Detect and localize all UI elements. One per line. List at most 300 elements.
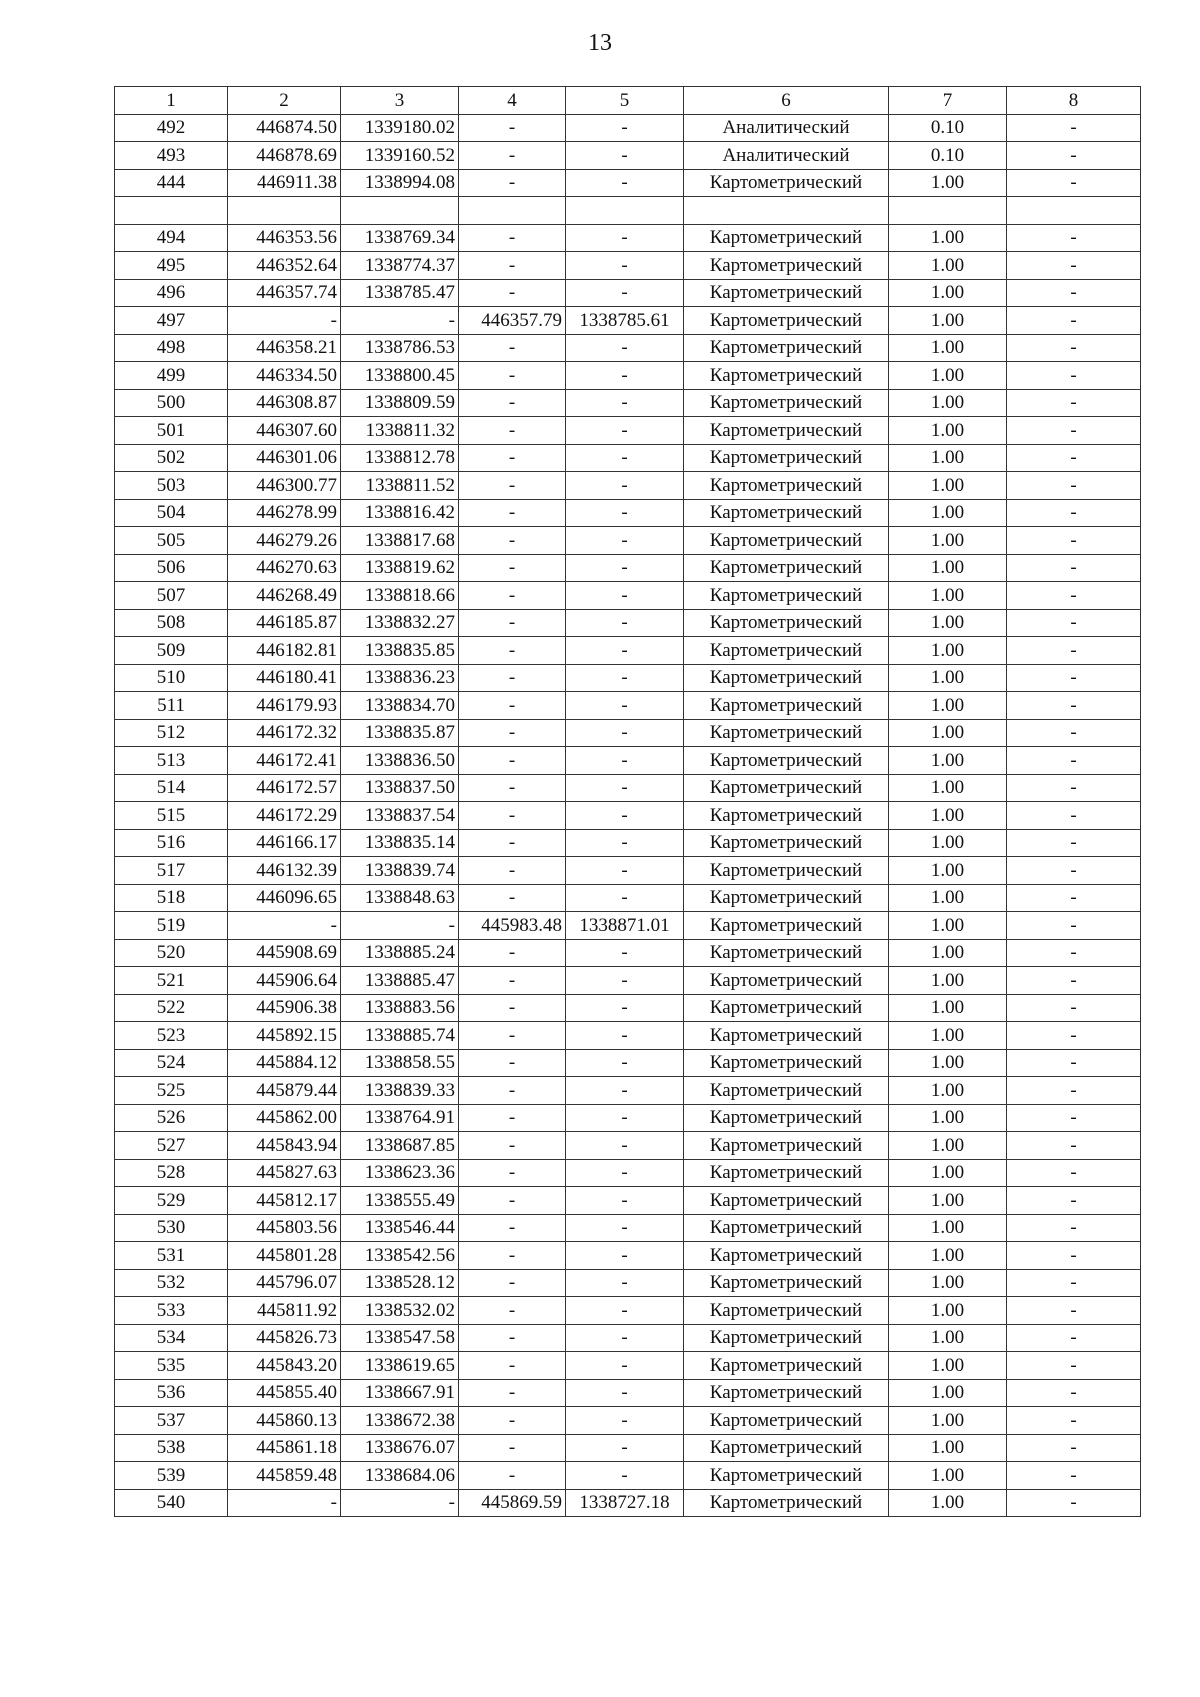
table-cell: - [566, 444, 684, 472]
table-cell: - [566, 1407, 684, 1435]
table-cell: 1.00 [889, 582, 1007, 610]
table-cell: 498 [115, 334, 228, 362]
table-cell: - [459, 1049, 566, 1077]
table-cell: 1338837.54 [341, 802, 459, 830]
table-cell: 1.00 [889, 967, 1007, 995]
table-cell: 446179.93 [228, 692, 341, 720]
table-cell: 493 [115, 142, 228, 170]
table-row [115, 499, 1141, 527]
table-cell: Картометрический [684, 884, 889, 912]
table-row [115, 1214, 1141, 1242]
table-cell: - [459, 664, 566, 692]
table-cell: 1338727.18 [566, 1489, 684, 1517]
table-cell: - [1007, 912, 1141, 940]
table-cell: 497 [115, 307, 228, 335]
table-cell: - [1007, 389, 1141, 417]
table-cell: - [566, 829, 684, 857]
table-cell: - [566, 1434, 684, 1462]
table-cell: - [566, 1022, 684, 1050]
table-cell: 1.00 [889, 802, 1007, 830]
table-row [115, 279, 1141, 307]
table-cell: Картометрический [684, 1269, 889, 1297]
table-row [115, 169, 1141, 197]
table-cell: - [459, 252, 566, 280]
table-cell: 446172.41 [228, 747, 341, 775]
table-cell: - [459, 1269, 566, 1297]
table-cell: - [1007, 774, 1141, 802]
table-cell: Картометрический [684, 1407, 889, 1435]
table-cell: - [1007, 664, 1141, 692]
table-cell: - [459, 939, 566, 967]
table-cell: Картометрический [684, 252, 889, 280]
table-cell: 536 [115, 1379, 228, 1407]
table-cell: - [566, 142, 684, 170]
table-cell: - [1007, 747, 1141, 775]
table-cell: - [459, 802, 566, 830]
table-cell: 1.00 [889, 417, 1007, 445]
table-cell [228, 197, 341, 225]
table-row [115, 1104, 1141, 1132]
table-cell: - [566, 1077, 684, 1105]
table-row [115, 939, 1141, 967]
table-row [115, 1434, 1141, 1462]
table-cell: 502 [115, 444, 228, 472]
table-cell: - [1007, 252, 1141, 280]
table-cell: Картометрический [684, 967, 889, 995]
table-row [115, 802, 1141, 830]
table-cell: - [566, 1104, 684, 1132]
table-cell: - [459, 527, 566, 555]
table-cell: 445906.64 [228, 967, 341, 995]
table-cell: 1338546.44 [341, 1214, 459, 1242]
table-cell: - [341, 912, 459, 940]
table-cell: 1.00 [889, 224, 1007, 252]
table-cell: - [1007, 1159, 1141, 1187]
table-cell: - [459, 692, 566, 720]
table-cell: 1338623.36 [341, 1159, 459, 1187]
column-header-7: 7 [889, 87, 1007, 115]
table-cell: - [459, 499, 566, 527]
table-row [115, 747, 1141, 775]
table-cell: 445906.38 [228, 994, 341, 1022]
table-cell: - [1007, 1132, 1141, 1160]
table-cell: - [459, 389, 566, 417]
table-cell [566, 197, 684, 225]
table-cell: 496 [115, 279, 228, 307]
table-cell: 540 [115, 1489, 228, 1517]
table-cell: - [566, 994, 684, 1022]
table-cell: - [566, 114, 684, 142]
table-cell: 1.00 [889, 472, 1007, 500]
table-cell: 1.00 [889, 389, 1007, 417]
table-cell: 526 [115, 1104, 228, 1132]
table-row [115, 829, 1141, 857]
table-cell: 1.00 [889, 664, 1007, 692]
table-cell: Картометрический [684, 527, 889, 555]
table-row [115, 334, 1141, 362]
table-cell: 1338542.56 [341, 1242, 459, 1270]
table-cell: 1338871.01 [566, 912, 684, 940]
table-cell: 445801.28 [228, 1242, 341, 1270]
table-cell: 444 [115, 169, 228, 197]
table-cell: 446132.39 [228, 857, 341, 885]
table-cell: 506 [115, 554, 228, 582]
table-cell: 1338811.52 [341, 472, 459, 500]
table-cell: - [459, 1077, 566, 1105]
table-cell: 446268.49 [228, 582, 341, 610]
table-row [115, 252, 1141, 280]
table-cell: - [566, 1269, 684, 1297]
table-cell: 446278.99 [228, 499, 341, 527]
table-cell [459, 197, 566, 225]
table-row [115, 994, 1141, 1022]
table-cell: Картометрический [684, 1489, 889, 1517]
table-cell: 1.00 [889, 279, 1007, 307]
table-cell: 445860.13 [228, 1407, 341, 1435]
table-cell: - [459, 1022, 566, 1050]
table-row [115, 582, 1141, 610]
table-cell: 539 [115, 1462, 228, 1490]
table-cell: 515 [115, 802, 228, 830]
table-cell: Картометрический [684, 169, 889, 197]
table-cell: - [1007, 609, 1141, 637]
table-cell: - [566, 1379, 684, 1407]
table-cell: 492 [115, 114, 228, 142]
table-cell: 1.00 [889, 1049, 1007, 1077]
table-cell: 1338774.37 [341, 252, 459, 280]
table-cell: Картометрический [684, 1132, 889, 1160]
table-cell: 529 [115, 1187, 228, 1215]
table-cell [341, 197, 459, 225]
table-cell: 1338858.55 [341, 1049, 459, 1077]
table-row [115, 554, 1141, 582]
table-cell: - [1007, 1077, 1141, 1105]
table-row [115, 142, 1141, 170]
table-cell: - [1007, 637, 1141, 665]
table-row [115, 417, 1141, 445]
table-cell: - [1007, 1379, 1141, 1407]
table-cell: - [1007, 802, 1141, 830]
table-cell: Аналитический [684, 114, 889, 142]
table-cell: 1.00 [889, 499, 1007, 527]
table-cell: 1.00 [889, 252, 1007, 280]
table-cell: 1.00 [889, 1022, 1007, 1050]
table-cell: - [1007, 939, 1141, 967]
table-cell: - [1007, 829, 1141, 857]
table-cell: Картометрический [684, 1022, 889, 1050]
table-cell: - [566, 224, 684, 252]
table-cell: - [566, 857, 684, 885]
table-cell: 510 [115, 664, 228, 692]
table-cell: Аналитический [684, 142, 889, 170]
table-cell: Картометрический [684, 389, 889, 417]
table-cell: Картометрический [684, 1214, 889, 1242]
table-cell: - [1007, 1242, 1141, 1270]
table-cell: 446358.21 [228, 334, 341, 362]
table-cell: - [459, 142, 566, 170]
table-body [115, 87, 1141, 1517]
table-cell: Картометрический [684, 912, 889, 940]
column-header-5: 5 [566, 87, 684, 115]
table-cell: 1.00 [889, 1214, 1007, 1242]
table-cell: Картометрический [684, 279, 889, 307]
table-cell: Картометрический [684, 1379, 889, 1407]
table-cell: 1338809.59 [341, 389, 459, 417]
table-cell: - [1007, 1049, 1141, 1077]
table-cell: Картометрический [684, 472, 889, 500]
table-cell: 1338812.78 [341, 444, 459, 472]
table-cell: Картометрический [684, 609, 889, 637]
table-row [115, 1022, 1141, 1050]
table-cell: 1338672.38 [341, 1407, 459, 1435]
table-cell: - [1007, 1104, 1141, 1132]
table-cell: 530 [115, 1214, 228, 1242]
table-cell: Картометрический [684, 774, 889, 802]
column-header-3: 3 [341, 87, 459, 115]
table-cell: - [459, 1434, 566, 1462]
table-cell: 446352.64 [228, 252, 341, 280]
table-cell: 523 [115, 1022, 228, 1050]
column-header-2: 2 [228, 87, 341, 115]
table-cell: 446185.87 [228, 609, 341, 637]
table-row [115, 1297, 1141, 1325]
table-cell: 520 [115, 939, 228, 967]
table-cell: - [459, 1352, 566, 1380]
table-cell: - [459, 1324, 566, 1352]
table-cell: - [1007, 967, 1141, 995]
table-cell: 1338836.50 [341, 747, 459, 775]
table-cell: - [459, 114, 566, 142]
table-cell: - [459, 224, 566, 252]
table-cell: - [1007, 169, 1141, 197]
table-cell: - [566, 389, 684, 417]
table-row [115, 1049, 1141, 1077]
table-cell: - [459, 747, 566, 775]
table-cell: - [228, 912, 341, 940]
table-cell: 1.00 [889, 1489, 1007, 1517]
table-cell: 0.10 [889, 142, 1007, 170]
table-cell: - [1007, 472, 1141, 500]
table-cell: - [1007, 499, 1141, 527]
table-cell: 445862.00 [228, 1104, 341, 1132]
table-cell: Картометрический [684, 939, 889, 967]
table-cell: - [459, 417, 566, 445]
table-cell: 446307.60 [228, 417, 341, 445]
table-cell: - [566, 1352, 684, 1380]
table-cell: 446911.38 [228, 169, 341, 197]
table-cell: - [1007, 142, 1141, 170]
table-cell: 1338800.45 [341, 362, 459, 390]
table-cell: 1339180.02 [341, 114, 459, 142]
table-cell: - [1007, 1187, 1141, 1215]
coordinates-table [114, 86, 1141, 1517]
table-cell: 513 [115, 747, 228, 775]
table-cell: 528 [115, 1159, 228, 1187]
table-cell: - [1007, 279, 1141, 307]
table-cell: 1338885.47 [341, 967, 459, 995]
table-cell: - [459, 1297, 566, 1325]
table-cell: - [1007, 444, 1141, 472]
table-cell: - [1007, 417, 1141, 445]
table-cell: 1338785.61 [566, 307, 684, 335]
table-cell: 1338835.85 [341, 637, 459, 665]
table-cell: - [566, 417, 684, 445]
table-row [115, 197, 1141, 225]
table-cell: Картометрический [684, 1077, 889, 1105]
table-row [115, 664, 1141, 692]
table-cell: - [459, 1104, 566, 1132]
table-cell: 524 [115, 1049, 228, 1077]
table-cell: - [566, 252, 684, 280]
table-cell: 527 [115, 1132, 228, 1160]
table-cell: 446166.17 [228, 829, 341, 857]
table-cell [889, 197, 1007, 225]
table-cell: - [1007, 1324, 1141, 1352]
table-cell: - [566, 692, 684, 720]
table-cell: - [1007, 884, 1141, 912]
table-cell: 495 [115, 252, 228, 280]
table-cell: Картометрический [684, 829, 889, 857]
table-cell: 1.00 [889, 747, 1007, 775]
table-cell: Картометрический [684, 224, 889, 252]
table-cell: 514 [115, 774, 228, 802]
table-cell: Картометрический [684, 1462, 889, 1490]
table-cell: 1338532.02 [341, 1297, 459, 1325]
table-cell: 501 [115, 417, 228, 445]
table-cell: 512 [115, 719, 228, 747]
table-cell: - [1007, 307, 1141, 335]
table-cell: - [1007, 1297, 1141, 1325]
table-cell: 445843.94 [228, 1132, 341, 1160]
table-cell: 1338994.08 [341, 169, 459, 197]
table-cell: Картометрический [684, 1104, 889, 1132]
table-cell: 1.00 [889, 169, 1007, 197]
table-cell: 1338811.32 [341, 417, 459, 445]
table-cell: 445908.69 [228, 939, 341, 967]
table-cell: 446357.79 [459, 307, 566, 335]
table-cell: 446172.32 [228, 719, 341, 747]
table-cell: 511 [115, 692, 228, 720]
table-cell: 1.00 [889, 1104, 1007, 1132]
table-cell: - [566, 527, 684, 555]
table-cell: 1.00 [889, 527, 1007, 555]
table-cell: 531 [115, 1242, 228, 1270]
table-cell: 0.10 [889, 114, 1007, 142]
table-cell: - [1007, 1407, 1141, 1435]
table-cell: - [459, 554, 566, 582]
table-cell: 446334.50 [228, 362, 341, 390]
table-cell: Картометрический [684, 1159, 889, 1187]
table-cell: 1338834.70 [341, 692, 459, 720]
table-cell: - [228, 307, 341, 335]
table-cell: 1.00 [889, 1379, 1007, 1407]
table-cell: - [459, 609, 566, 637]
table-cell: - [566, 884, 684, 912]
table-row [115, 692, 1141, 720]
table-cell: - [1007, 719, 1141, 747]
table-cell: 504 [115, 499, 228, 527]
table-cell: 1338837.50 [341, 774, 459, 802]
table-cell: - [566, 802, 684, 830]
table-cell: 1.00 [889, 1132, 1007, 1160]
table-cell: Картометрический [684, 417, 889, 445]
table-cell: - [566, 1214, 684, 1242]
table-cell: - [459, 1159, 566, 1187]
table-cell: 507 [115, 582, 228, 610]
table-row [115, 1407, 1141, 1435]
table-cell: - [459, 774, 566, 802]
table-cell: Картометрический [684, 747, 889, 775]
table-cell: 1338816.42 [341, 499, 459, 527]
table-cell: Картометрический [684, 554, 889, 582]
table-cell: - [341, 307, 459, 335]
table-cell: 1.00 [889, 1269, 1007, 1297]
table-cell: - [1007, 582, 1141, 610]
table-cell: 1338764.91 [341, 1104, 459, 1132]
table-row [115, 1187, 1141, 1215]
table-cell: - [566, 472, 684, 500]
table-cell: - [459, 362, 566, 390]
table-cell: - [228, 1489, 341, 1517]
table-cell: - [459, 1132, 566, 1160]
table-cell: - [341, 1489, 459, 1517]
table-cell: - [566, 582, 684, 610]
table-cell: 1338684.06 [341, 1462, 459, 1490]
table-cell: - [459, 334, 566, 362]
table-cell: 1.00 [889, 1407, 1007, 1435]
table-cell: - [1007, 554, 1141, 582]
table-cell: Картометрический [684, 334, 889, 362]
table-cell: Картометрический [684, 637, 889, 665]
table-cell: - [566, 169, 684, 197]
table-cell: 1.00 [889, 939, 1007, 967]
table-row [115, 362, 1141, 390]
table-cell: - [1007, 527, 1141, 555]
table-cell: 445811.92 [228, 1297, 341, 1325]
table-cell: 445855.40 [228, 1379, 341, 1407]
table-cell: - [1007, 857, 1141, 885]
table-row [115, 1132, 1141, 1160]
table-cell: 1.00 [889, 1434, 1007, 1462]
table-cell: 1.00 [889, 1297, 1007, 1325]
table-cell: 1338836.23 [341, 664, 459, 692]
table-cell: 538 [115, 1434, 228, 1462]
table-cell: - [459, 1214, 566, 1242]
table-cell: 1338687.85 [341, 1132, 459, 1160]
table-cell: - [566, 1297, 684, 1325]
table-cell: - [459, 444, 566, 472]
table-cell: 517 [115, 857, 228, 885]
table-cell [115, 197, 228, 225]
table-cell: - [566, 1324, 684, 1352]
table-cell: 1.00 [889, 884, 1007, 912]
table-cell: Картометрический [684, 692, 889, 720]
table-cell: 1.00 [889, 637, 1007, 665]
table-cell: 445812.17 [228, 1187, 341, 1215]
column-header-6: 6 [684, 87, 889, 115]
table-cell: 1.00 [889, 829, 1007, 857]
table-cell: 508 [115, 609, 228, 637]
table-row [115, 224, 1141, 252]
table-cell: 446874.50 [228, 114, 341, 142]
table-cell: 518 [115, 884, 228, 912]
table-cell: - [1007, 692, 1141, 720]
table-cell: 537 [115, 1407, 228, 1435]
table-cell: 1338848.63 [341, 884, 459, 912]
table-cell: - [566, 334, 684, 362]
table-cell: 1.00 [889, 719, 1007, 747]
table-cell: 494 [115, 224, 228, 252]
